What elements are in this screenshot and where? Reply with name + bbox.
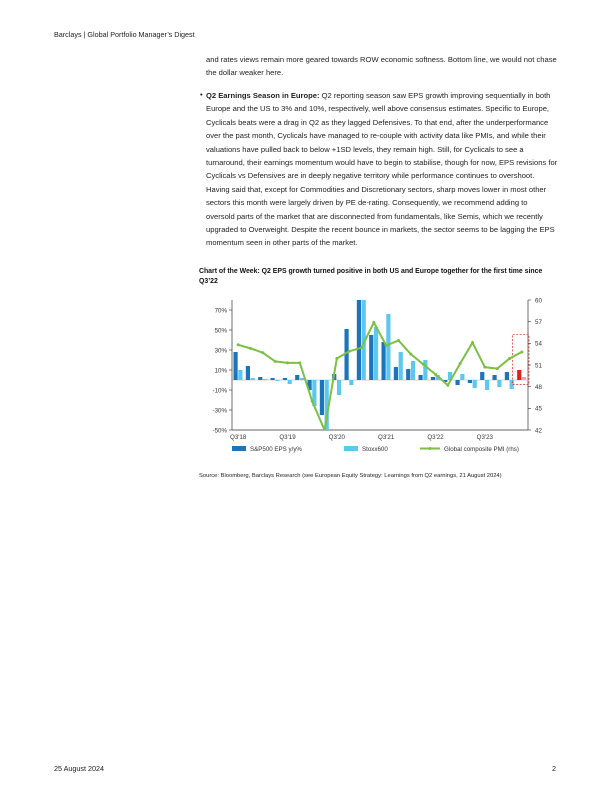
chart-source: Source: Bloomberg, Barclays Research (see European Equity Strategy: Learnings from Q2 earnings, 21 August 2024) [199, 473, 502, 479]
bar-sp500 [492, 375, 496, 380]
right-axis-tick-label: 51 [535, 362, 542, 370]
footer-date: 25 August 2024 [54, 764, 104, 773]
bar-sp500 [320, 380, 324, 415]
paragraph-fx-conclusion: and rates views remain more geared towards ROW economic softness. Bottom line, we would not chase the dollar weaker here. [206, 55, 557, 78]
bar-stoxx600 [288, 380, 292, 384]
bar-stoxx600 [349, 380, 353, 385]
x-axis-tick-label: Q3'20 [328, 434, 345, 441]
pmi-line [238, 322, 522, 430]
bar-stoxx600 [497, 380, 501, 387]
left-axis-tick-label: -10% [212, 387, 227, 395]
bar-stoxx600 [337, 380, 341, 395]
left-axis-tick-label: 30% [214, 347, 227, 355]
left-axis-tick-label: 10% [214, 367, 227, 375]
bar-sp500 [431, 377, 435, 380]
pmi-point [261, 351, 264, 354]
bar-stoxx600 [473, 380, 477, 388]
legend-label-stoxx600: Stoxx600 [362, 446, 388, 453]
right-axis-tick-label: 54 [535, 340, 542, 348]
bullet-body-text: Q2 reporting season saw EPS growth improving sequentially in both Europe and the US to 3% and 10%, respectively, well above consensus estimates. Specific to Europe, Cyclicals beats were a drag in Q2 as they lagged Defensives. To that end, after the underperformance over the past month, Cyclicals have managed to re-couple with activity data like PMIs, and while their valuations have pulled back to below +1SD levels, they remain high. Still, for Cyclicals to see a turnaround, their earnings momentum would have to begin to stabilise, though for now, EPS revisions for Cyclicals vs Defensives are in deeply negative territory while performance continues to overshoot. Having said that, except for Commodities and Discretionary sectors, sharp moves lower in most other sectors this month were largely driven by PE de-rating. Consequently, we recommend adding to oversold parts of the market that are disconnected from fundamentals, like Semis, which we recently upgraded to Overweight. Despite the recent bounce in markets, the sector seems to be lagging the EPS momentum seen in other parts of the market. [206, 91, 558, 248]
bar-sp500 [505, 372, 509, 380]
pmi-point [422, 363, 425, 366]
bar-sp500 [295, 375, 299, 380]
bar-stoxx600 [411, 361, 415, 380]
bar-stoxx600 [399, 352, 403, 380]
bar-sp500 [468, 380, 472, 383]
left-axis-tick-label: 50% [214, 327, 227, 335]
right-axis-tick-label: 60 [535, 297, 542, 305]
x-axis-tick-label: Q3'21 [378, 434, 395, 441]
bar-sp500 [270, 378, 274, 380]
pmi-point [286, 361, 289, 364]
bar-sp500 [381, 342, 385, 380]
legend-label-pmi: Global composite PMI (rhs) [444, 446, 519, 453]
bar-stoxx600 [522, 377, 526, 380]
bar-sp500 [517, 370, 521, 380]
pmi-point [496, 367, 499, 370]
paragraph-q2-earnings [206, 89, 558, 250]
chart-container [198, 290, 560, 460]
right-axis-tick-label: 42 [535, 427, 542, 435]
pmi-point [409, 353, 412, 356]
bar-sp500 [418, 375, 422, 380]
pmi-point [471, 341, 474, 344]
bar-sp500 [283, 378, 287, 380]
x-axis-tick-label: Q3'23 [476, 434, 493, 441]
bar-sp500 [369, 335, 373, 380]
legend-swatch-pmi-marker [429, 447, 432, 450]
bar-sp500 [246, 366, 250, 380]
pmi-point [520, 351, 523, 354]
bar-stoxx600 [251, 378, 255, 380]
left-axis-tick-label: 70% [214, 307, 227, 315]
pmi-point [385, 344, 388, 347]
pmi-point [311, 400, 314, 403]
pmi-point [459, 362, 462, 365]
pmi-point [348, 350, 351, 353]
bar-sp500 [258, 377, 262, 380]
pmi-point [298, 361, 301, 364]
right-axis-tick-label: 48 [535, 383, 542, 391]
x-axis-tick-label: Q3'18 [230, 434, 247, 441]
bar-stoxx600 [386, 314, 390, 380]
legend-label-sp500: S&P500 EPS y/y% [250, 446, 302, 453]
right-axis-tick-label: 45 [535, 405, 542, 413]
bar-stoxx600 [263, 379, 267, 380]
bar-stoxx600 [460, 374, 464, 380]
bar-stoxx600 [275, 380, 279, 381]
bar-sp500 [480, 372, 484, 380]
bullet-heading: Q2 Earnings Season in Europe: [206, 91, 320, 100]
left-axis-tick-label: -30% [212, 407, 227, 415]
bar-sp500 [357, 300, 361, 380]
bar-sp500 [394, 367, 398, 380]
chart-svg [198, 290, 560, 460]
x-axis-tick-label: Q3'22 [427, 434, 444, 441]
bar-sp500 [406, 369, 410, 380]
pmi-point [446, 384, 449, 387]
pmi-point [372, 321, 375, 324]
bar-stoxx600 [485, 380, 489, 390]
document-header: Barclays | Global Portfolio Manager’s Digest [54, 30, 195, 39]
bar-sp500 [233, 352, 237, 380]
pmi-point [335, 357, 338, 360]
x-axis-tick-label: Q3'19 [279, 434, 296, 441]
pmi-point [434, 373, 437, 376]
bullet-marker: • [200, 90, 203, 99]
pmi-point [274, 360, 277, 363]
pmi-point [237, 343, 240, 346]
bar-stoxx600 [300, 378, 304, 380]
legend-swatch-sp500 [232, 446, 246, 451]
bar-stoxx600 [374, 327, 378, 380]
bar-sp500 [455, 380, 459, 385]
pmi-point [249, 347, 252, 350]
bar-stoxx600 [238, 370, 242, 380]
page-number: 2 [552, 764, 556, 773]
legend-swatch-stoxx600 [344, 446, 358, 451]
pmi-point [397, 339, 400, 342]
pmi-point [508, 357, 511, 360]
right-axis-tick-label: 57 [535, 318, 542, 326]
left-axis-tick-label: -50% [212, 427, 227, 435]
chart-title: Chart of the Week: Q2 EPS growth turned positive in both US and Europe together for the first time since Q3’22 [199, 268, 543, 285]
pmi-point [483, 366, 486, 369]
pmi-point [360, 346, 363, 349]
